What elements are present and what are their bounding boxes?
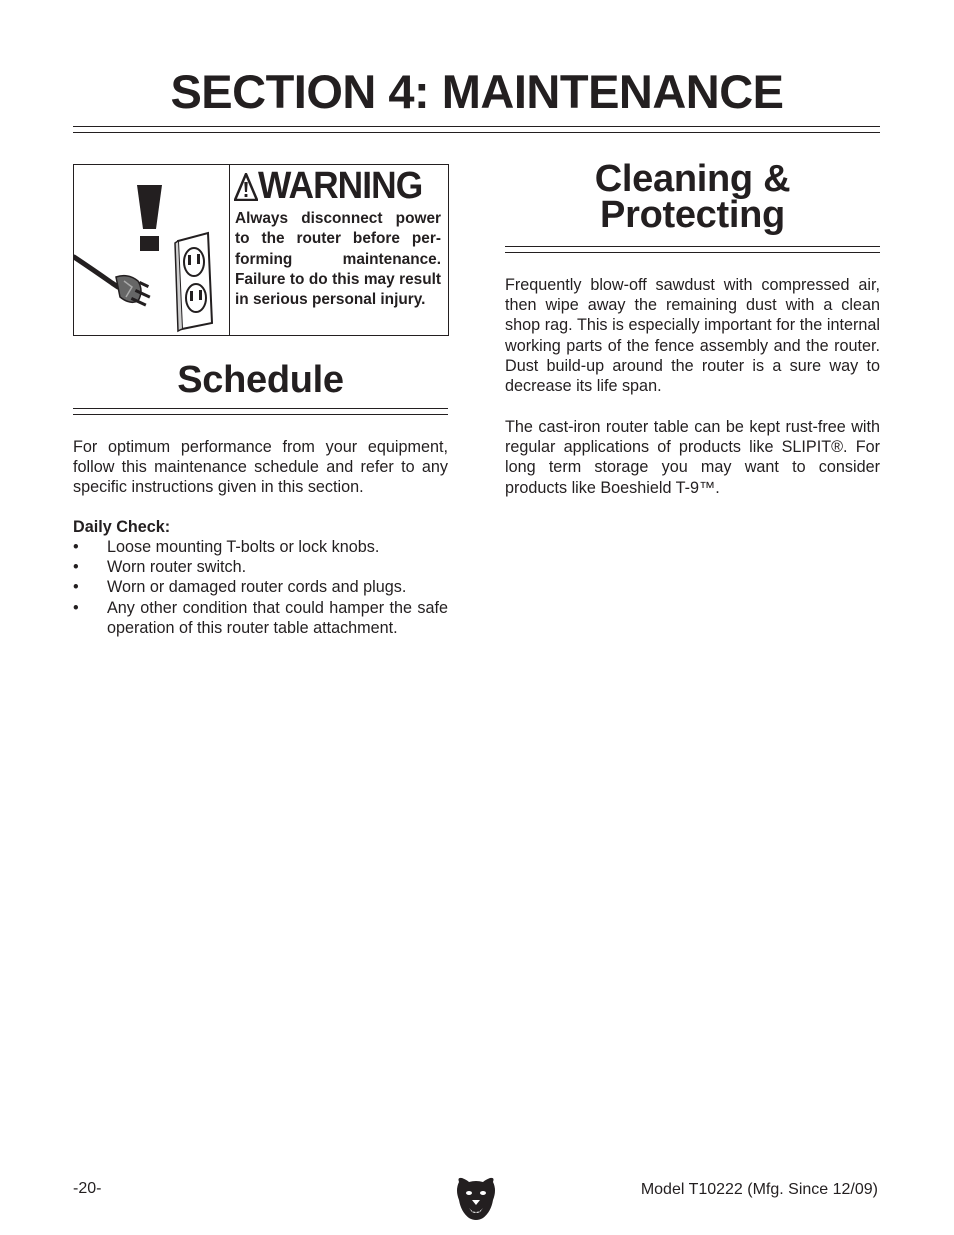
bullet-icon: • (73, 538, 79, 556)
list-item (73, 557, 448, 577)
cleaning-heading (505, 158, 880, 236)
schedule-intro: For optimum performance from your equipment, follow this maintenance schedule and refer to any specific instructions given in this section. (73, 438, 448, 497)
page-title: SECTION 4: MAINTENANCE (170, 65, 784, 118)
list-item-text: Any other condition that could hamper the safe operation of this router table attachment. (107, 598, 448, 637)
list-item (73, 598, 448, 638)
bullet-icon: • (73, 598, 79, 617)
cleaning-paragraph-1: Frequently blow-off sawdust with compressed air, then wipe away the remaining dust with a clean shop rag. This is especially important for the internal working parts of the fence assembly and the router. Dust build-up around the router is a sure way to decrease its life span. (505, 276, 880, 396)
cleaning-heading-line2: Protecting (600, 194, 785, 236)
warning-triangle-icon (234, 173, 258, 201)
schedule-divider (73, 408, 448, 415)
schedule-heading: Schedule (177, 359, 344, 401)
warning-word: WARNING (258, 165, 423, 207)
page-number: -20- (73, 1180, 102, 1197)
warning-header (234, 165, 446, 207)
title-divider (73, 126, 880, 133)
bear-logo-icon (455, 1176, 497, 1222)
warning-illustration (74, 165, 229, 335)
list-item-text: Worn or damaged router cords and plugs. (107, 578, 407, 597)
bullet-icon: • (73, 558, 79, 577)
list-item-text: Worn router switch. (107, 558, 247, 577)
warning-text: Always disconnect power to the router before performing maintenance. Failure to do this may result in serious personal injury. (235, 210, 441, 309)
cleaning-paragraph-2: The cast-iron router table can be kept rust-free with regular applications of products like SLIPIT®. For long term storage you may want to consider products like Boeshield T-9™. (505, 418, 880, 497)
bullet-icon: • (73, 578, 79, 597)
power-plug-icon (74, 257, 151, 306)
exclamation-icon (137, 185, 162, 251)
list-item-text: Loose mounting T-bolts or lock knobs. (107, 538, 380, 556)
wall-outlet-icon (175, 233, 212, 331)
daily-check-list (73, 537, 448, 638)
cleaning-divider (505, 246, 880, 253)
warning-divider (229, 165, 230, 335)
daily-check-label: Daily Check: (73, 518, 171, 536)
list-item (73, 577, 448, 597)
cleaning-heading-line1: Cleaning & (594, 158, 791, 200)
model-info: Model T10222 (Mfg. Since 12/09) (640, 1181, 878, 1198)
warning-box (73, 164, 449, 336)
list-item (73, 537, 448, 557)
